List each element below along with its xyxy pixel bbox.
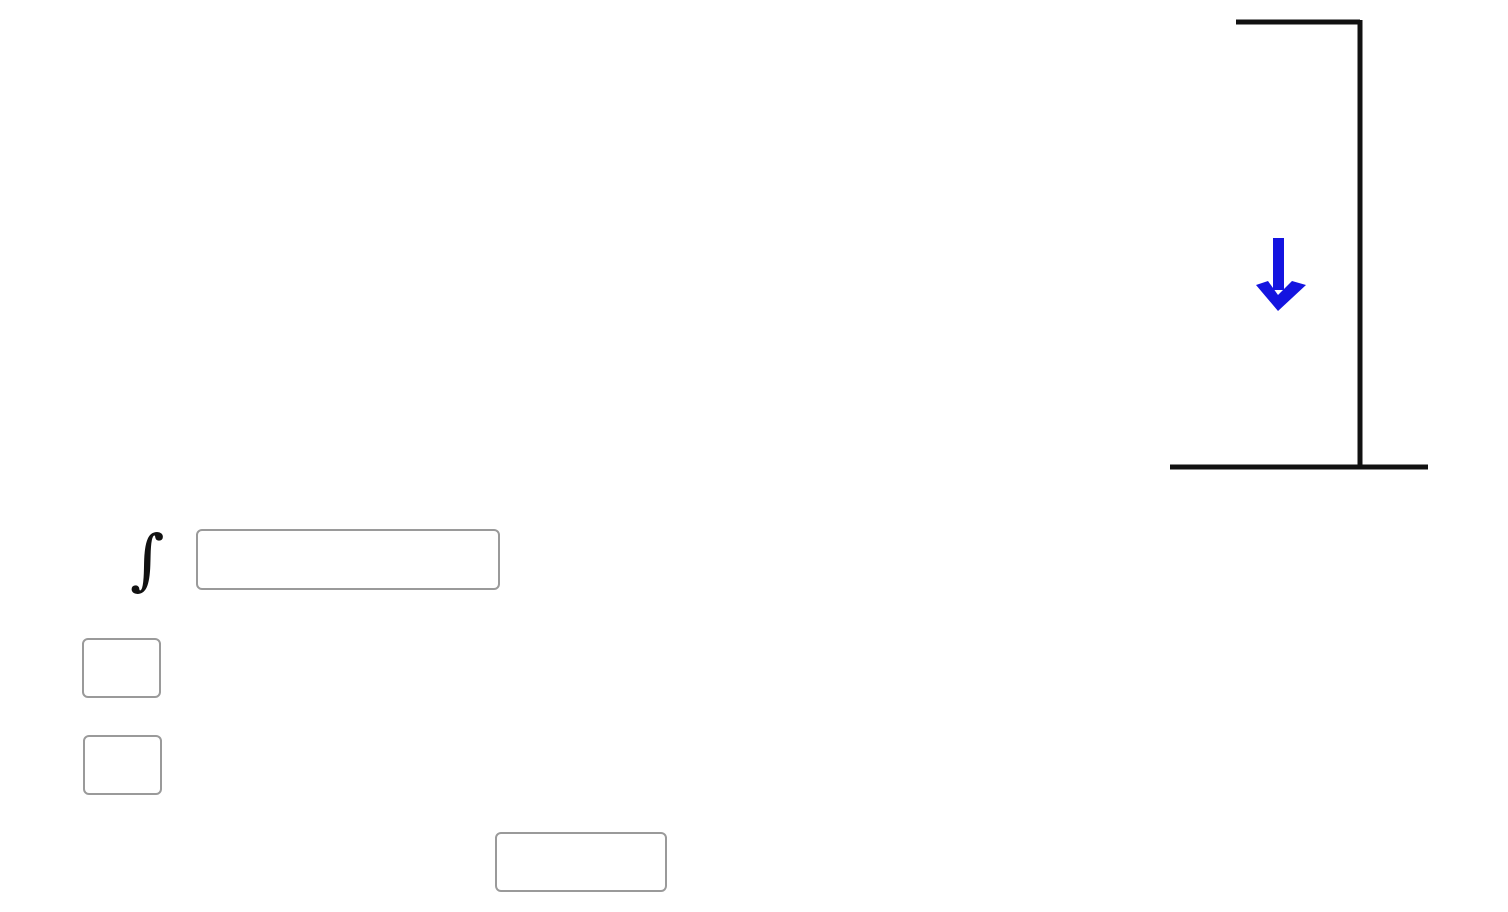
frame-icon (1170, 20, 1428, 468)
force-arrow-icon (1256, 238, 1306, 311)
integral-sign-icon: ∫ (130, 521, 165, 598)
